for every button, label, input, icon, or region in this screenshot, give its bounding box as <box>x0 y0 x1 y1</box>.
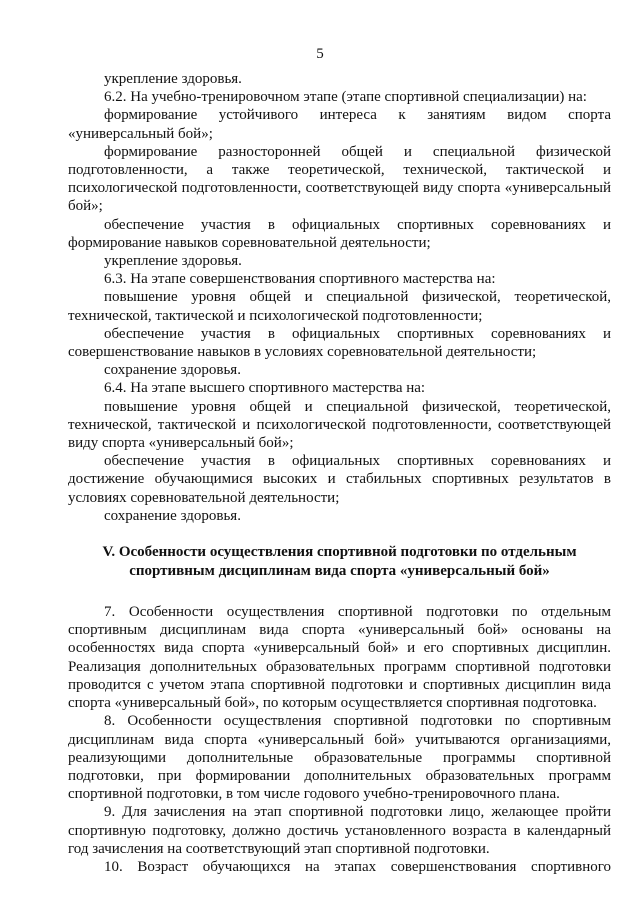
paragraph: обеспечение участия в официальных спортивных соревнованиях и совершенствование навыков в условиях соревновательной деятельности; <box>68 325 611 361</box>
paragraph: укрепление здоровья. <box>104 71 242 87</box>
paragraph: повышение уровня общей и специальной физической, теоретической, технической, тактической и психологической подготовленности; <box>68 289 611 324</box>
paragraph: 6.3. На этапе совершенствования спортивного мастерства на: <box>104 271 496 288</box>
paragraph: 9. Для зачисления на этап спортивной подготовки лицо, желающее пройти спортивную подготовку, должно достичь установленного возраста в календарный год зачисления на соответствующий этап спортивной подготовки. <box>68 804 611 857</box>
page-number: 5 <box>316 46 324 62</box>
document-body <box>68 70 611 876</box>
section-heading: V. Особенности осуществления спортивной подготовки по отдельным спортивным дисциплинам вида спорта «универсальный бой» <box>102 544 577 580</box>
paragraph: 6.4. На этапе высшего спортивного мастерства на: <box>104 380 426 397</box>
paragraph: 7. Особенности осуществления спортивной подготовки по отдельным спортивным дисциплинам вида спорта «универсальный бой» основаны на особенностях вида спорта «универсальный бой» и его спортивных дисциплин. Реализация дополнительных образовательных программ спортивной подготовки проводится с учетом этапа спортивной подготовки и спортивных дисциплин вида спорта «универсальный бой», по которым осуществляется спортивная подготовка. <box>68 604 611 712</box>
paragraph: формирование устойчивого интереса к занятиям видом спорта «универсальный бой»; <box>68 107 611 142</box>
paragraph: укрепление здоровья. <box>104 253 242 270</box>
paragraph: формирование разносторонней общей и специальной физической подготовленности, а также теоретической, технической, тактической и психологической подготовленности, соответствующей виду спорта «универсальный бой»; <box>68 143 611 215</box>
paragraph: 6.2. На учебно-тренировочном этапе (этапе спортивной специализации) на: <box>104 89 587 106</box>
paragraph: 8. Особенности осуществления спортивной подготовки по спортивным дисциплинам вида спорта «универсальный бой» учитываются организациями, реализующими дополнительные образовательные программы спортивной подготовки, при формировании дополнительных образовательных программ спортивной подготовки, в том числе годового учебно-тренировочного плана. <box>68 713 611 803</box>
paragraph: повышение уровня общей и специальной физической, теоретической, технической, тактической и психологической подготовленности, соответствующей виду спорта «универсальный бой»; <box>68 398 611 452</box>
paragraph: обеспечение участия в официальных спортивных соревнованиях и достижение обучающимися высоких и стабильных спортивных результатов в условиях соревновательной деятельности; <box>68 453 611 506</box>
paragraph: обеспечение участия в официальных спортивных соревнованиях и формирование навыков соревновательной деятельности; <box>68 216 611 251</box>
paragraph: сохранение здоровья. <box>104 507 241 524</box>
paragraph: 10. Возраст обучающихся на этапах совершенствования спортивного <box>104 858 611 875</box>
paragraph: сохранение здоровья. <box>104 362 241 379</box>
